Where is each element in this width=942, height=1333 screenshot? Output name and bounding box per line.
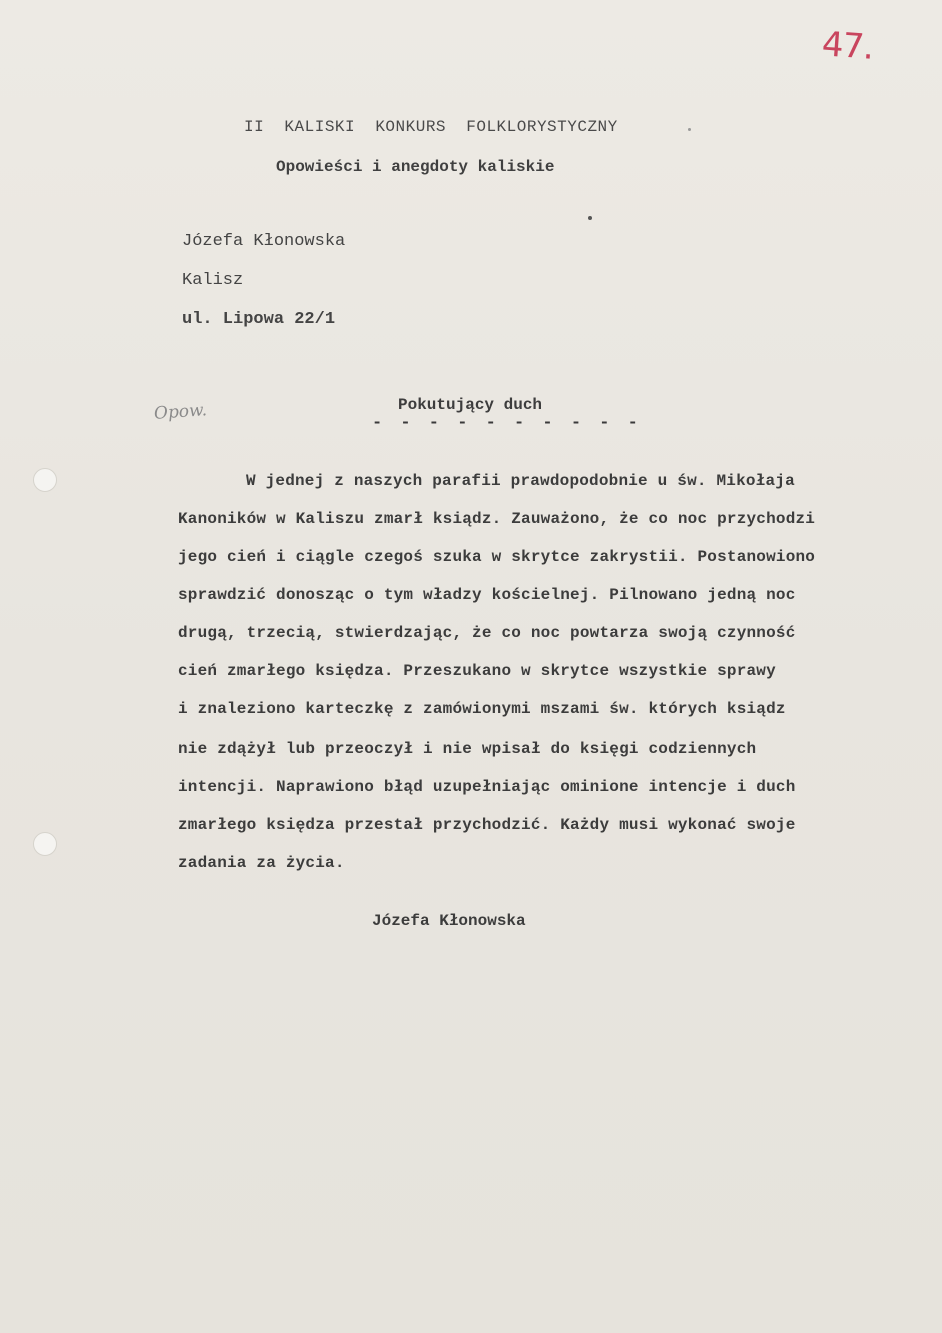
body-line: W jednej z naszych parafii prawdopodobnie u św. Mikołaja	[246, 472, 795, 490]
contest-title: II KALISKI KONKURS FOLKLORYSTYCZNY	[244, 118, 618, 136]
page-number: 47.	[820, 24, 875, 68]
author-address: ul. Lipowa 22/1	[182, 310, 336, 329]
author-city: Kalisz	[182, 271, 244, 290]
author-block	[182, 230, 345, 347]
body-line: i znaleziono karteczkę z zamówionymi mszami św. których ksiądz	[178, 700, 786, 718]
ink-dot	[588, 216, 592, 220]
body-line: zadania za życia.	[178, 854, 345, 872]
body-line: cień zmarłego księdza. Przeszukano w skrytce wszystkie sprawy	[178, 662, 776, 680]
author-name: Józefa Kłonowska	[182, 232, 346, 251]
signature: Józefa Kłonowska	[372, 912, 526, 930]
body-line: intencji. Naprawiono błąd uzupełniając ominione intencje i duch	[178, 778, 796, 796]
collection-subtitle: Opowieści i anegdoty kaliskie	[276, 158, 555, 176]
body-line: nie zdążył lub przeoczył i nie wpisał do księgi codziennych	[178, 740, 757, 758]
body-line: zmarłego księdza przestał przychodzić. Każdy musi wykonać swoje	[178, 816, 796, 834]
pencil-note: Opow.	[153, 400, 208, 424]
ink-dot	[688, 128, 691, 131]
body-line: sprawdzić donosząc o tym władzy kościelnej. Pilnowano jedną noc	[178, 586, 796, 604]
body-line: Kanoników w Kaliszu zmarł ksiądz. Zauważono, że co noc przychodzi	[178, 510, 816, 528]
punch-hole	[33, 468, 57, 492]
title-underline: - - - - - - - - - -	[372, 414, 642, 433]
story-title: Pokutujący duch	[398, 396, 543, 414]
body-line: drugą, trzecią, stwierdzając, że co noc powtarza swoją czynność	[178, 624, 796, 642]
punch-hole	[33, 832, 57, 856]
body-line: jego cień i ciągle czegoś szuka w skrytce zakrystii. Postanowiono	[178, 548, 816, 566]
